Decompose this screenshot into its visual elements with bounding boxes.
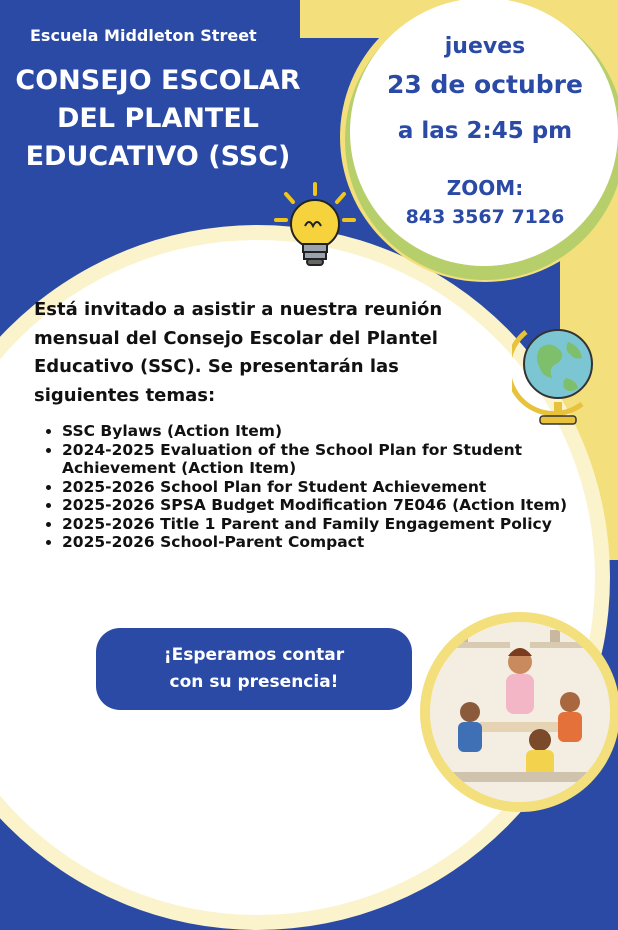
list-item: • 2024-2025 Evaluation of the School Plan for Student Achievement (Action Item): [62, 441, 597, 478]
list-item: • 2025-2026 School Plan for Student Achievement: [62, 478, 597, 497]
zoom-label: ZOOM:: [446, 176, 524, 200]
closing-line-1: ¡Esperamos contar: [163, 645, 345, 665]
intro-paragraph: Está invitado a asistir a nuestra reunión mensual del Consejo Escolar del Plantel Educativo (SSC). Se presentarán las siguientes temas:: [34, 299, 443, 406]
page-title: [8, 62, 308, 176]
list-item: • 2025-2026 School-Parent Compact: [62, 533, 597, 552]
list-item: • 2025-2026 SPSA Budget Modification 7E046 (Action Item): [62, 496, 597, 515]
closing-message-box: [96, 628, 412, 710]
globe-icon: [512, 312, 604, 430]
school-name: Escuela Middleton Street: [30, 26, 257, 45]
meeting-date: 23 de octubre: [387, 70, 583, 99]
lightbulb-icon: [272, 182, 358, 282]
closing-line-2: con su presencia!: [169, 672, 339, 692]
zoom-meeting-id: 843 3567 7126: [405, 206, 565, 228]
title-line-2: DEL PLANTEL: [56, 103, 259, 134]
title-line-1: CONSEJO ESCOLAR: [15, 65, 301, 96]
classroom-illustration: [430, 622, 610, 802]
title-line-3: EDUCATIVO (SSC): [25, 141, 291, 172]
list-item: • 2025-2026 Title 1 Parent and Family Engagement Policy: [62, 515, 597, 534]
list-item: • SSC Bylaws (Action Item): [62, 422, 597, 441]
meeting-day: jueves: [444, 34, 526, 59]
topics-list: [40, 422, 597, 552]
meeting-time: a las 2:45 pm: [397, 118, 573, 144]
